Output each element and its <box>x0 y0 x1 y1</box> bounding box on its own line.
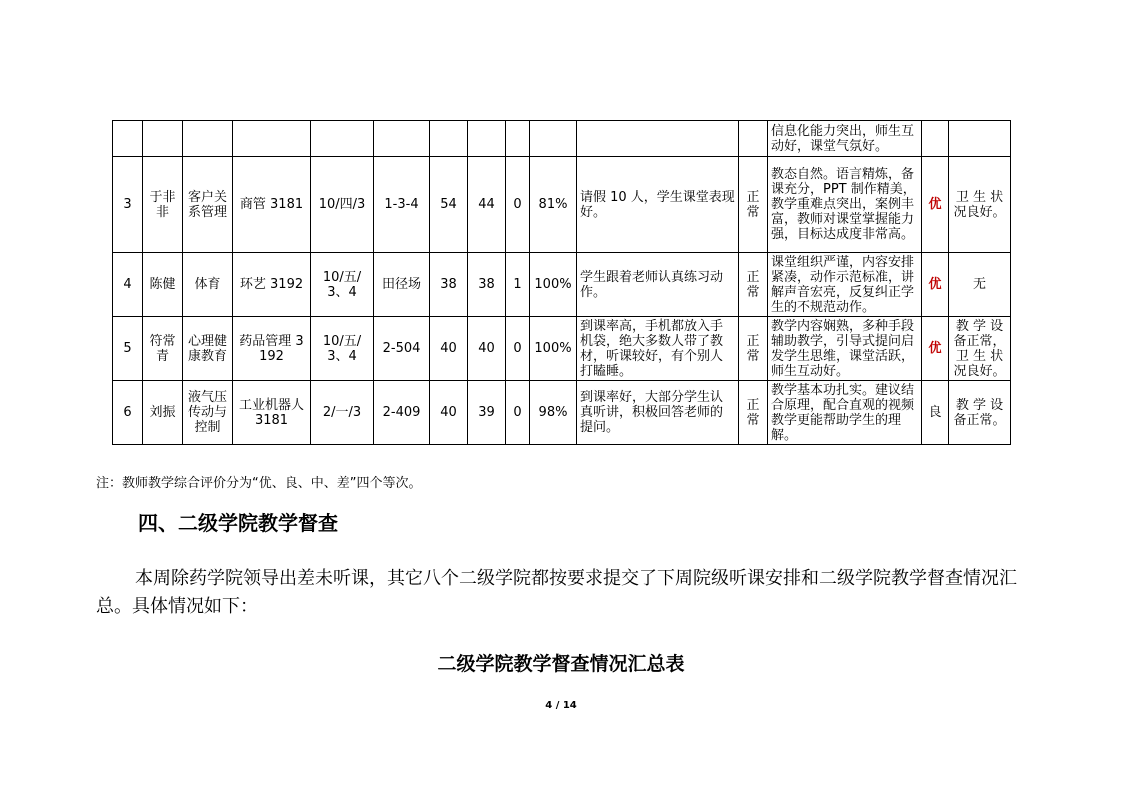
cell-class: 工业机器人 3181 <box>233 381 311 445</box>
cell-should: 40 <box>430 381 468 445</box>
cell-week: 10/五/3、4 <box>311 253 374 317</box>
cell-order: 正常 <box>739 317 768 381</box>
cell-grade: 优 <box>922 157 949 253</box>
cell-week: 10/四/3 <box>311 157 374 253</box>
table-row <box>113 157 1011 253</box>
cell-student <box>577 121 739 157</box>
cell-should <box>430 121 468 157</box>
cell-no: 3 <box>113 157 143 253</box>
cell-class: 药品管理 3192 <box>233 317 311 381</box>
cell-grade: 优 <box>922 317 949 381</box>
cell-section: 2-409 <box>374 381 430 445</box>
cell-grade: 良 <box>922 381 949 445</box>
cell-week: 10/五/3、4 <box>311 317 374 381</box>
cell-no <box>113 121 143 157</box>
table-row <box>113 253 1011 317</box>
cell-actual <box>468 121 506 157</box>
section-heading: 四、二级学院教学督查 <box>138 511 338 535</box>
cell-teacher: 教学内容娴熟，多种手段辅助教学，引导式提问启发学生思维，课堂活跃，师生互动好。 <box>768 317 922 381</box>
cell-class: 商管 3181 <box>233 157 311 253</box>
cell-env: 教 学 设备正常。 <box>949 381 1011 445</box>
cell-week <box>311 121 374 157</box>
cell-rate: 98% <box>530 381 577 445</box>
cell-class <box>233 121 311 157</box>
cell-no: 4 <box>113 253 143 317</box>
cell-name: 刘振 <box>143 381 183 445</box>
cell-should: 38 <box>430 253 468 317</box>
cell-student: 请假 10 人，学生课堂表现好。 <box>577 157 739 253</box>
body-paragraph: 本周除药学院领导出差未听课，其它八个二级学院都按要求提交了下周院级听课安排和二级学院教学督查情况汇总。具体情况如下： <box>96 568 1017 617</box>
cell-order <box>739 121 768 157</box>
cell-env <box>949 121 1011 157</box>
cell-env: 无 <box>949 253 1011 317</box>
table-row <box>113 121 1011 157</box>
cell-teacher: 教学基本功扎实。建议结合原理，配合直观的视频教学更能帮助学生的理解。 <box>768 381 922 445</box>
cell-student: 到课率高，手机都放入手机袋，绝大多数人带了教材，听课较好，有个别人打瞌睡。 <box>577 317 739 381</box>
cell-grade: 优 <box>922 253 949 317</box>
lecture-evaluation-table <box>112 120 1011 445</box>
cell-actual: 39 <box>468 381 506 445</box>
cell-rate: 100% <box>530 317 577 381</box>
cell-should: 54 <box>430 157 468 253</box>
cell-no: 5 <box>113 317 143 381</box>
cell-rate <box>530 121 577 157</box>
cell-course <box>183 121 233 157</box>
cell-absent: 1 <box>506 253 530 317</box>
page-number: 4 / 14 <box>545 700 577 711</box>
cell-actual: 44 <box>468 157 506 253</box>
cell-order: 正常 <box>739 253 768 317</box>
cell-course: 液气压传动与控制 <box>183 381 233 445</box>
cell-name: 于非非 <box>143 157 183 253</box>
cell-section <box>374 121 430 157</box>
cell-student: 到课率好，大部分学生认真听讲，积极回答老师的提问。 <box>577 381 739 445</box>
cell-course: 体育 <box>183 253 233 317</box>
cell-course: 心理健康教育 <box>183 317 233 381</box>
cell-teacher: 信息化能力突出，师生互动好，课堂气氛好。 <box>768 121 922 157</box>
cell-order: 正常 <box>739 157 768 253</box>
cell-rate: 100% <box>530 253 577 317</box>
cell-teacher: 教态自然。语言精炼，备课充分，PPT 制作精美，教学重难点突出，案例丰富，教师对课堂掌握能力强，目标达成度非常高。 <box>768 157 922 253</box>
summary-table-title: 二级学院教学督查情况汇总表 <box>437 653 685 675</box>
cell-actual: 40 <box>468 317 506 381</box>
cell-name: 陈健 <box>143 253 183 317</box>
table-row <box>113 381 1011 445</box>
cell-env: 卫 生 状况良好。 <box>949 157 1011 253</box>
cell-env: 教 学 设备正常，卫 生 状况良好。 <box>949 317 1011 381</box>
cell-teacher: 课堂组织严谨，内容安排紧凑，动作示范标准，讲解声音宏亮，反复纠正学生的不规范动作。 <box>768 253 922 317</box>
cell-class: 环艺 3192 <box>233 253 311 317</box>
cell-name: 符常青 <box>143 317 183 381</box>
cell-student: 学生跟着老师认真练习动作。 <box>577 253 739 317</box>
cell-name <box>143 121 183 157</box>
cell-absent: 0 <box>506 381 530 445</box>
cell-should: 40 <box>430 317 468 381</box>
cell-week: 2/一/3 <box>311 381 374 445</box>
cell-order: 正常 <box>739 381 768 445</box>
table-row <box>113 317 1011 381</box>
cell-section: 1-3-4 <box>374 157 430 253</box>
cell-absent: 0 <box>506 317 530 381</box>
cell-course: 客户关系管理 <box>183 157 233 253</box>
cell-no: 6 <box>113 381 143 445</box>
cell-section: 2-504 <box>374 317 430 381</box>
cell-rate: 81% <box>530 157 577 253</box>
cell-grade <box>922 121 949 157</box>
cell-actual: 38 <box>468 253 506 317</box>
grading-note: 注：教师教学综合评价分为“优、良、中、差”四个等次。 <box>96 476 422 491</box>
cell-absent <box>506 121 530 157</box>
cell-section: 田径场 <box>374 253 430 317</box>
cell-absent: 0 <box>506 157 530 253</box>
